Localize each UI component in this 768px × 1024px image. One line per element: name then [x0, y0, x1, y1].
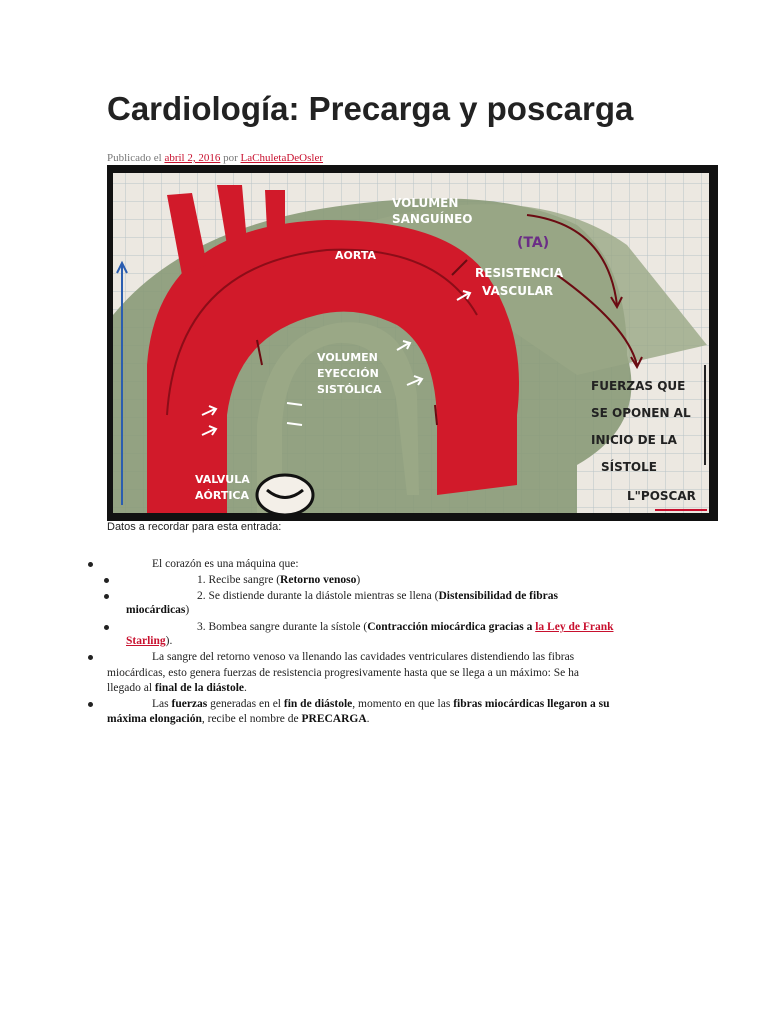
label-vol-eyeccion-3: SISTÓLICA [317, 383, 382, 396]
item3-d: fin de diástole [283, 698, 353, 710]
bullet-icon [88, 562, 93, 567]
label-poscar: L"POSCAR [627, 489, 696, 503]
bullet-icon [104, 625, 109, 630]
frank-starling-link[interactable]: la Ley de Frank [535, 621, 614, 633]
item2-3c: . [244, 682, 247, 694]
list-item-1: El corazón es una máquina que: [152, 558, 299, 570]
label-aortica: AÓRTICA [195, 489, 250, 502]
label-vol-eyeccion-1: VOLUMEN [317, 351, 378, 364]
list-item-2-line-3 [107, 680, 247, 696]
list-item-3-line-1 [152, 696, 610, 712]
bullet-icon [104, 594, 109, 599]
sub2-bold-cont: miocárdicas [126, 604, 186, 616]
label-fuerzas-4: SÍSTOLE [601, 460, 657, 474]
list-subitem-2 [197, 588, 558, 604]
sub3-bold: Contracción miocárdica gracias a [367, 621, 536, 633]
meta-by: por [220, 152, 241, 164]
label-fuerzas-3: INICIO DE LA [591, 433, 677, 447]
sub3-end: ). [165, 635, 173, 647]
item3-c: generadas en el [207, 698, 284, 710]
label-vascular: VASCULAR [482, 284, 554, 298]
label-resistencia: RESISTENCIA [475, 266, 564, 280]
item3-h: , recibe el nombre de [201, 713, 302, 725]
post-meta [107, 152, 323, 164]
sub2-bold: Distensibilidad de fibras [438, 590, 558, 602]
sub2-text: 2. Se distiende durante la diástole mientras se llena ( [197, 590, 439, 602]
item3-g: máxima elongación [107, 713, 202, 725]
page-title: Cardiología: Precarga y poscarga [107, 90, 634, 127]
label-sanguineo: SANGUÍNEO [392, 212, 473, 226]
author-link[interactable]: LaChuletaDeOsler [240, 152, 323, 164]
item3-a: Las [152, 698, 172, 710]
list-item-2-line-2: miocárdicas, esto genera fuerzas de resistencia progresivamente hasta que se llega a un máximo: Se ha [107, 667, 579, 679]
figure-caption: Datos a recordar para esta entrada: [107, 521, 282, 533]
item2-3b: final de la diástole [154, 682, 245, 694]
list-item-3-line-2 [107, 711, 370, 727]
bullet-icon [88, 702, 93, 707]
sub1-bold: Retorno venoso [280, 574, 357, 586]
frank-starling-link-cont[interactable]: Starling [126, 635, 166, 647]
item3-i: PRECARGA [301, 713, 367, 725]
list-subitem-3 [197, 619, 613, 635]
list-subitem-3-cont [126, 633, 172, 649]
label-aorta: AORTA [335, 249, 377, 262]
label-volumen: VOLUMEN [392, 196, 459, 210]
item3-j: . [366, 713, 370, 725]
sub1-text: 1. Recibe sangre ( [197, 574, 281, 586]
label-fuerzas-1: FUERZAS QUE [591, 379, 686, 393]
bullet-icon [104, 578, 109, 583]
heart-illustration [107, 165, 718, 521]
post-date-link[interactable]: abril 2, 2016 [164, 152, 221, 164]
item3-f: fibras miocárdicas llegaron a su [453, 698, 610, 710]
label-vol-eyeccion-2: EYECCIÓN [317, 367, 379, 380]
list-item-2-line-1: La sangre del retorno venoso va llenando las cavidades ventriculares distendiendo las fibras [152, 651, 575, 663]
item2-3a: llegado al [107, 682, 155, 694]
sub3-text: 3. Bombea sangre durante la sístole ( [197, 621, 368, 633]
label-ta: (TA) [517, 235, 550, 251]
sub2-end: ) [185, 604, 190, 616]
meta-prefix: Publicado el [107, 152, 165, 164]
label-fuerzas-2: SE OPONEN AL [591, 406, 691, 420]
item3-b: fuerzas [171, 698, 208, 710]
item3-e: , momento en que las [352, 698, 454, 710]
sub1-end: ) [356, 574, 361, 586]
bullet-icon [88, 655, 93, 660]
list-subitem-2-cont [126, 602, 189, 618]
label-valvula: VALVULA [195, 473, 250, 486]
list-subitem-1 [197, 572, 360, 588]
